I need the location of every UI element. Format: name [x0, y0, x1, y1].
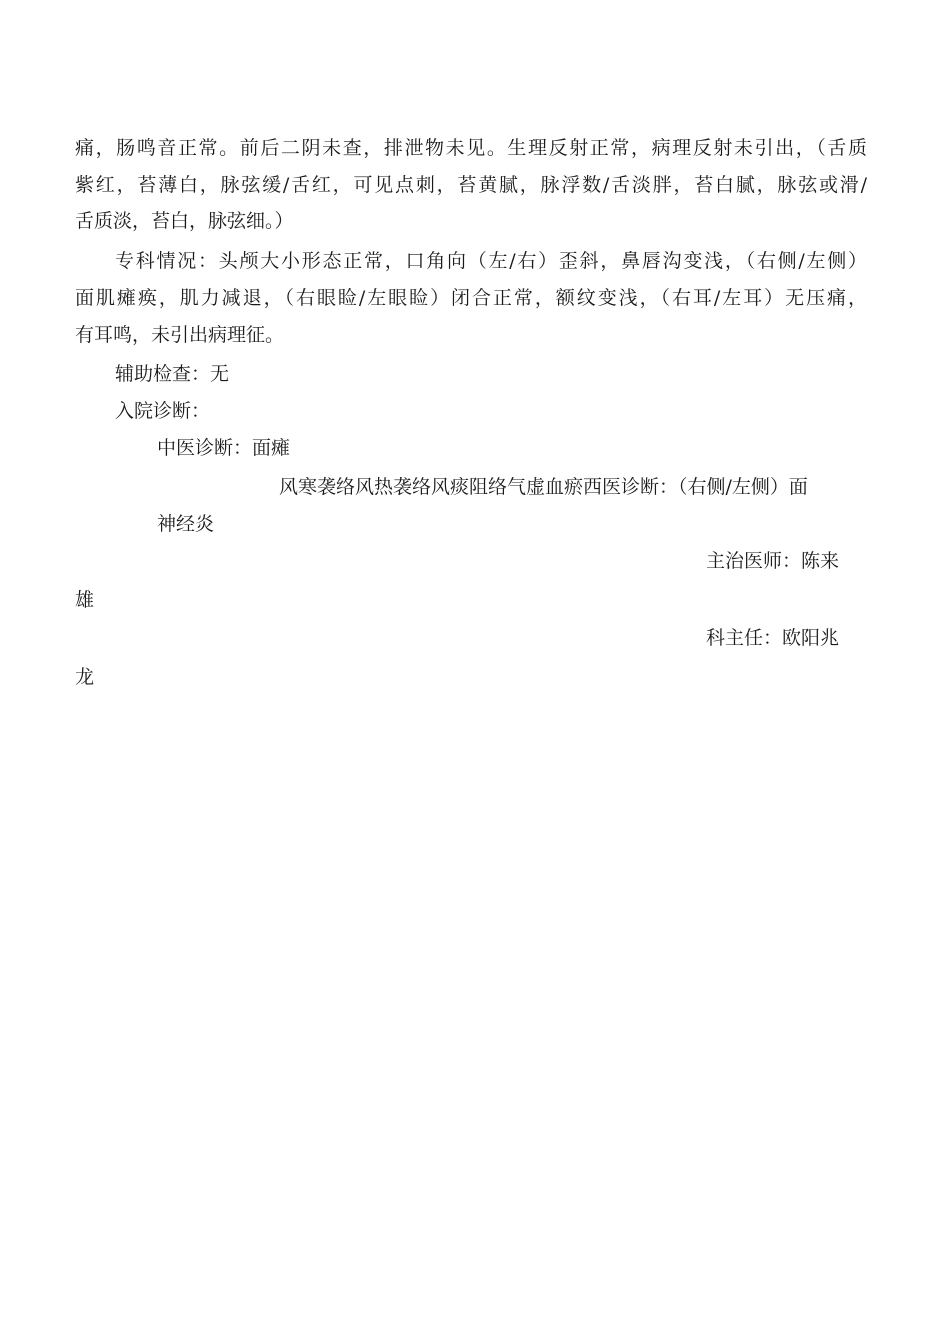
- exam-findings-line-3: 舌质淡，苔白，脉弦细。）: [75, 210, 294, 232]
- attending-physician: 主治医师：陈来: [706, 550, 840, 572]
- auxiliary-exam: 辅助检查：无: [115, 363, 230, 385]
- exam-findings-line-1: 痛，肠鸣音正常。前后二阴未查，排泄物未见。生理反射正常，病理反射未引出，（舌质: [75, 137, 867, 159]
- tcm-diagnosis: 中医诊断：面瘫: [157, 437, 291, 459]
- specialty-line-1-text: 专科情况：头颅大小形态正常，口角向（左/右）歪斜，鼻唇沟变浅，（右侧/左侧）: [115, 250, 867, 272]
- exam-findings-line-2: 紫红，苔薄白，脉弦缓/舌红，可见点刺，苔黄腻，脉浮数/舌淡胖，苔白腻，脉弦或滑/: [75, 174, 867, 196]
- attending-physician-continued: 雄: [75, 589, 95, 611]
- department-director: 科主任：欧阳兆: [706, 627, 840, 649]
- specialty-line-3: 有耳鸣，未引出病理征。: [75, 324, 285, 346]
- department-director-continued: 龙: [75, 666, 95, 688]
- specialty-line-2: 面肌瘫痪，肌力减退，（右眼睑/左眼睑）闭合正常，额纹变浅，（右耳/左耳）无压痛，: [75, 287, 867, 309]
- western-diagnosis-continued: 神经炎: [157, 513, 215, 535]
- syndrome-western-diagnosis: 风寒袭络风热袭络风痰阻络气虚血瘀西医诊断：（右侧/左侧）面: [279, 476, 808, 498]
- specialty-line-1: [75, 249, 867, 273]
- admission-diagnosis-label: 入院诊断：: [115, 400, 211, 422]
